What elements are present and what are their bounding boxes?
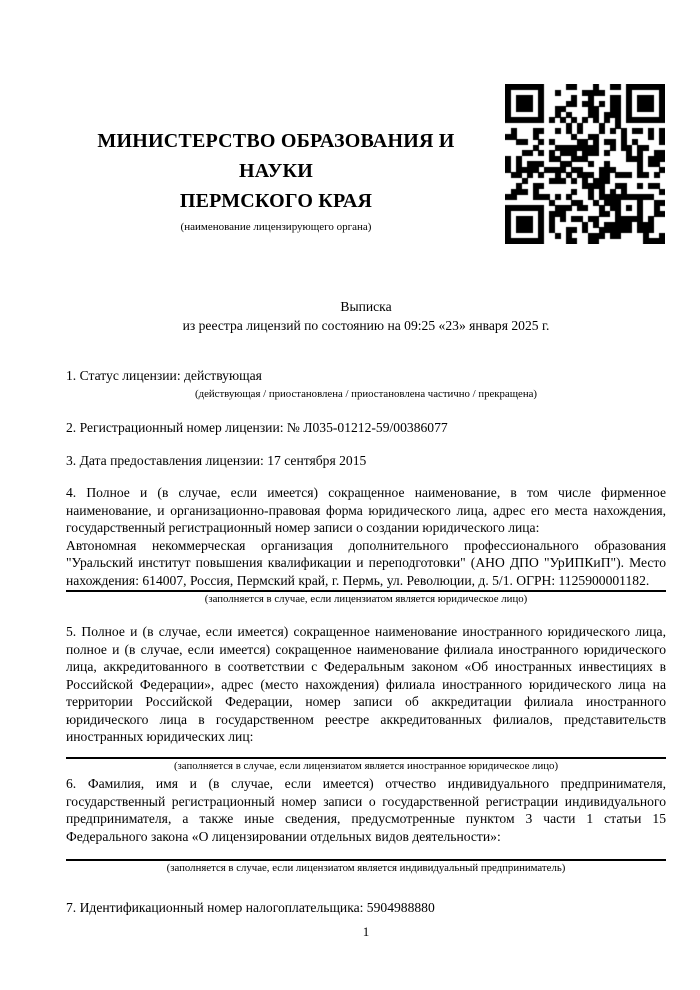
taxpayer-number-text: 7. Идентификационный номер налогоплательщика: 5904988880 bbox=[66, 900, 435, 915]
license-status-text: 1. Статус лицензии: действующая bbox=[66, 368, 262, 383]
legal-entity-note: (заполняется в случае, если лицензиатом является юридическое лицо) bbox=[204, 593, 528, 605]
grant-date-text: 3. Дата предоставления лицензии: 17 сентября 2015 bbox=[66, 453, 367, 468]
item-individual-entrepreneur bbox=[66, 775, 666, 875]
item-registration-number bbox=[66, 419, 666, 437]
item-license-status bbox=[66, 367, 666, 401]
item-legal-entity bbox=[66, 484, 666, 606]
document-subtitle: из реестра лицензий по состоянию на 09:25 «23» января 2025 г. bbox=[182, 317, 550, 333]
page-number: 1 bbox=[362, 924, 370, 939]
ministry-name-line2: ПЕРМСКОГО КРАЯ bbox=[179, 190, 373, 212]
item-grant-date bbox=[66, 452, 666, 470]
individual-entrepreneur-label: 6. Фамилия, имя и (в случае, если имеется) отчество индивидуального предпринимателя, государственный регистрационный номер записи о государственной регистрации индивидуального предпринимателя, а также иные сведения, предусмотренные пунктом 3 части 1 статьи 15 Федерального закона «О лицензировании отдельных видов деятельности»: bbox=[66, 776, 666, 844]
license-status-note: (действующая / приостановлена / приостановлена частично / прекращена) bbox=[195, 387, 537, 400]
licensing-authority-header bbox=[65, 126, 487, 234]
item-taxpayer-number bbox=[66, 899, 666, 917]
individual-entrepreneur-note: (заполняется в случае, если лицензиатом является индивидуальный предприниматель) bbox=[166, 862, 566, 874]
ministry-name-line1: МИНИСТЕРСТВО ОБРАЗОВАНИЯ И НАУКИ bbox=[97, 130, 455, 182]
document-title: Выписка bbox=[340, 299, 392, 314]
foreign-entity-note: (заполняется в случае, если лицензиатом является иностранное юридическое лицо) bbox=[173, 759, 559, 772]
ministry-name-caption: (наименование лицензирующего органа) bbox=[180, 221, 372, 233]
registration-number-text: 2. Регистрационный номер лицензии: № Л035-01212-59/00386077 bbox=[66, 420, 448, 435]
document-subject bbox=[66, 298, 666, 335]
foreign-entity-label: 5. Полное и (в случае, если имеется) сокращенное наименование иностранного юридического лица, полное и (в случае, если имеется) сокращенное наименование филиала иностранного юридического лица, аккредитованного в соответствии с Федеральным законом «Об иностранных инвестициях в Российской Федерации», адрес (место нахождения) филиала иностранного юридического лица на территории Российской Федерации, номер записи об аккредитации филиала иностранного юридического лица в государственном реестре аккредитованных филиалов, представительств иностранных юридических лиц: bbox=[66, 624, 666, 744]
legal-entity-value: Автономная некоммерческая организация дополнительного профессионального образования "Уральский институт повышения квалификации и переподготовки" (АНО ДПО "УрИПКиП"). Место нахождения: 614007, Россия, Пермский край, г. Пермь, ул. Революции, д. 5/1. ОГРН: 1125900001182. bbox=[66, 537, 666, 588]
qr-code-icon bbox=[505, 84, 665, 244]
item-foreign-entity bbox=[66, 623, 666, 773]
legal-entity-label: 4. Полное и (в случае, если имеется) сокращенное наименование, в том числе фирменное наименование, и организационно-правовая форма юридического лица, адрес его места нахождения, государственный регистрационный номер записи о создании юридического лица: bbox=[66, 485, 666, 535]
